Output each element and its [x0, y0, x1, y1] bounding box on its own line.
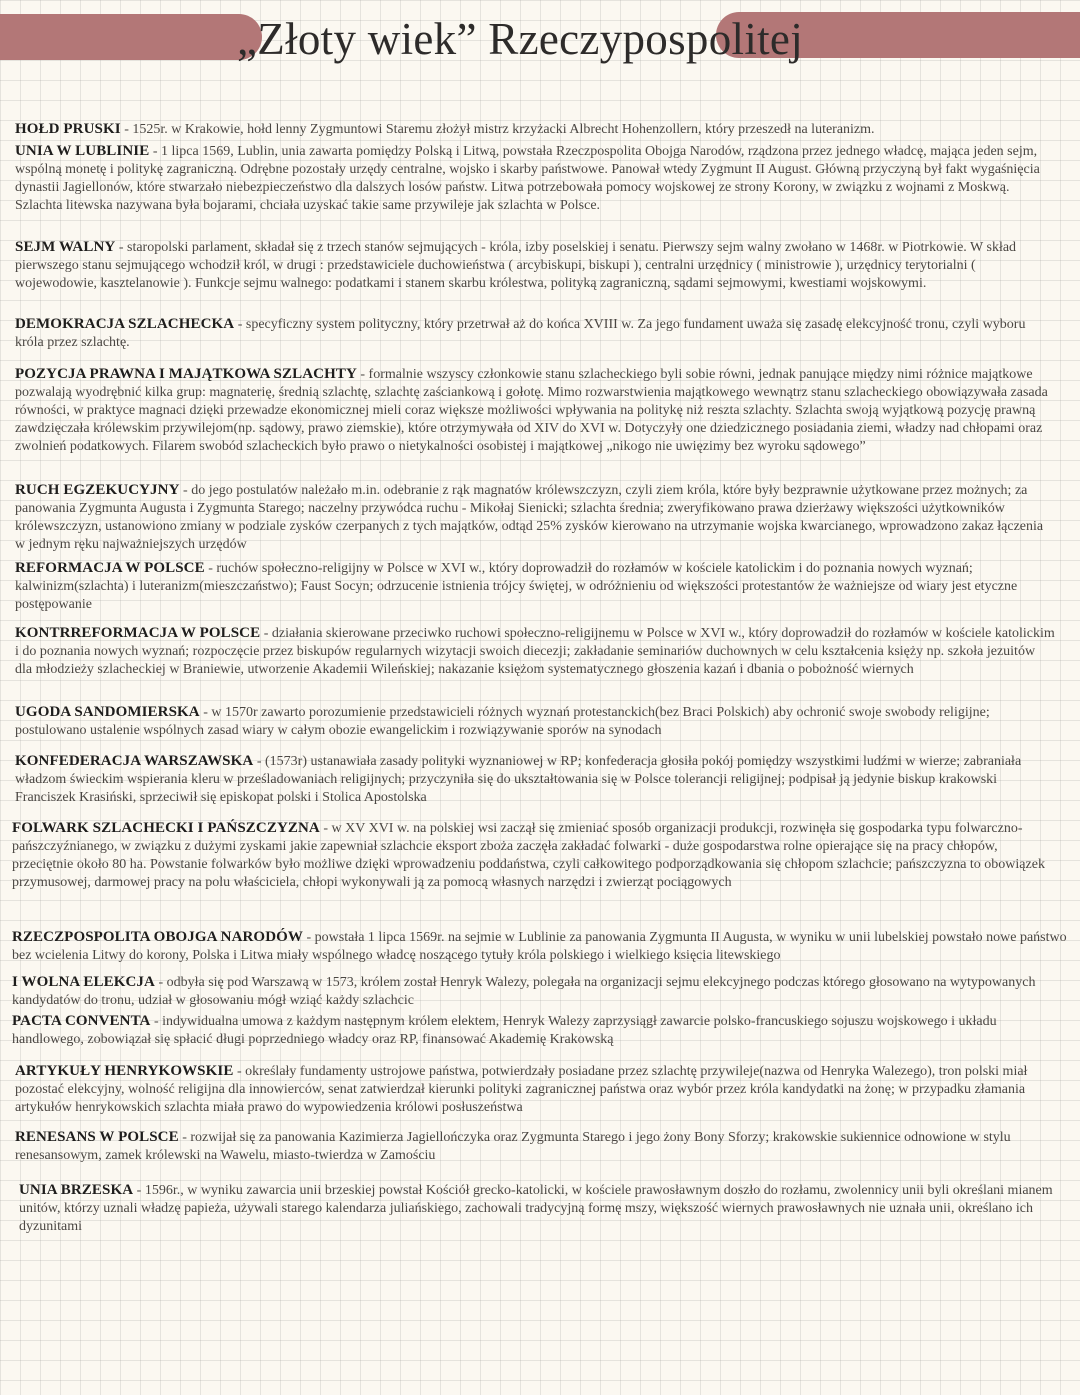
entry-term: ARTYKUŁY HENRYKOWSKIE	[15, 1063, 234, 1079]
entry-term: KONFEDERACJA WARSZAWSKA	[15, 753, 254, 769]
entry-term: PACTA CONVENTA	[12, 1013, 151, 1029]
entry-ruch-egzekucyjny	[15, 481, 1055, 554]
entry-artykuly-henrykowskie	[15, 1062, 1055, 1117]
entry-pozycja-szlachty	[15, 365, 1055, 456]
entry-text: - działania skierowane przeciwko ruchowi społeczno-religijnemu w Polsce w XVI w., który doprowadził do rozłamów w kościele katolickim i do poznania nowych wyznań; rozpoczęcie przez biskupów regularnych wizytacji swoich diecezji; zakładanie seminariów duchownych w celu kształcenia księży np. szkoła jezuitów dla młodzieży szlacheckiej w Braniewie, utworzenie Akademii Wileńskiej; nakazanie księżom systematycznego głoszenia kazań i dbania o pobożność wiernych	[15, 626, 1055, 677]
entry-text: - 1525r. w Krakowie, hołd lenny Zygmuntowi Staremu złożył mistrz krzyżacki Albrecht Hohenzollern, który przeszedł na luteranizm.	[120, 122, 875, 137]
entry-unia-w-lublinie	[15, 142, 1055, 215]
entry-term: RUCH EGZEKUCYJNY	[15, 482, 180, 498]
entry-text: - do jego postulatów należało m.in. odebranie z rąk magnatów królewszczyzn, czyli ziem króla, które były bezprawnie użytkowane przez możnych; za panowania Zygmunta Augusta i Zygmunta Starego; naczelny przywódca ruchu - Mikołaj Sienicki; szlachta średnia; zweryfikowano prawa dzierżawy większości użytkowników królewszczyzn, ustanowiono zmiany w podziale zysków czerpanych z tych majątków, odtąd 25% zysków kierowano na utrzymanie wojska kwarcianego, wprowadzono zakaz łączenia w jednym ręku najważniejszych urzędów	[15, 483, 1044, 552]
entry-term: KONTRREFORMACJA W POLSCE	[15, 625, 261, 641]
entry-renesans	[15, 1128, 1065, 1165]
entry-text: - formalnie wszyscy członkowie stanu szlacheckiego byli sobie równi, jednak panujące między nimi różnice majątkowe pozwalają wyodrębnić kilka grup: magnaterię, średnią szlachtę, szlachtę zaściankową i gołotę. Mimo rozwarstwienia majątkowego wewnątrz stanu szlacheckiego obowiązywała zasada równości, w praktyce magnaci dzięki przewadze ekonomicznej mieli coraz większe możliwości wpływania na politykę niż reszta szlachty. Szlachta swoją wyjątkową pozycję prawną zawdzięczała królewskim przywilejom(np. sądowy, prawo ziemskie), które otrzymywała od XIV do XVI w. Dotyczyły one dziedzicznego posiadania ziemi, władzy nad chłopami oraz zwolnień podatkowych. Filarem swobód szlacheckich było prawo o nietykalności osobistej i majątkowej „nikogo nie uwięzimy bez wyroku sądowego”	[15, 367, 1048, 454]
entry-folwark	[12, 819, 1055, 892]
entry-term: SEJM WALNY	[15, 239, 116, 255]
entry-text: - ruchów społeczno-religijny w Polsce w XVI w., który doprowadził do rozłamów w kościele katolickim i do poznania nowych wyznań; kalwinizm(szlachta) i luteranizm(mieszczaństwo); Faust Socyn; odrzucenie istnienia trójcy świętej, w odróżnieniu od większości protestantów że ważniejsze od wiary jest etyczne postępowanie	[15, 561, 1018, 612]
entry-ugoda-sandomierska	[15, 703, 1055, 740]
entry-text: - 1596r., w wyniku zawarcia unii brzeskiej powstał Kościół grecko-katolicki, w kościele prawosławnym doszło do rozłamu, zwolennicy unii byli określani mianem unitów, którzy uznali władzę papieża, używali starego kalendarza juliańskiego, zachowali tradycyjną formę mszy, większość wiernych prawosławnych nie uznała unii, określano ich dyzunitami	[19, 1183, 1053, 1234]
entry-text: - specyficzny system polityczny, który przetrwał aż do końca XVIII w. Za jego fundament uważa się zasadę elekcyjność tronu, czyli wyboru króla przez szlachtę.	[15, 317, 1026, 350]
entry-rzeczpospolita-obojga-narodow	[12, 928, 1067, 965]
entry-term: UNIA BRZESKA	[19, 1182, 134, 1198]
entry-kontrreformacja	[15, 624, 1055, 679]
entry-sejm-walny	[15, 238, 1055, 293]
entry-hold-pruski	[15, 120, 1060, 139]
entry-term: RENESANS W POLSCE	[15, 1129, 179, 1145]
entry-text: - indywidualna umowa z każdym następnym królem elektem, Henryk Walezy zaprzysiągł zawarcie polsko-francuskiego sojuszu wojskowego i układu handlowego, zobowiązał się spłacić długi poprzedniego władcy oraz RP, finansować Akademię Krakowską	[12, 1014, 997, 1047]
entry-text: - rozwijał się za panowania Kazimierza Jagiellończyka oraz Zygmunta Starego i jego żony Bony Sforzy; krakowskie sukiennice odnowione w stylu renesansowym, zamek królewski na Wawelu, miasto-twierdza w Zamościu	[15, 1130, 1011, 1163]
entry-term: RZECZPOSPOLITA OBOJGA NARODÓW	[12, 929, 303, 945]
entry-term: HOŁD PRUSKI	[15, 121, 121, 137]
entry-term: REFORMACJA W POLSCE	[15, 560, 205, 576]
entry-text: - odbyła się pod Warszawą w 1573, królem został Henryk Walezy, polegała na organizacji sejmu elekcyjnego podczas którego głosowano na wytypowanych kandydatów do tronu, udział w głosowaniu mógł wziąć każdy szlachcic	[12, 975, 1036, 1008]
entry-text: - (1573r) ustanawiała zasady polityki wyznaniowej w RP; konfederacja głosiła pokój pomiędzy wszystkimi ludźmi w wierze; zabraniała władzom świeckim wspierania kleru w prześladowaniach religijnych; przyczyniła się do ukształtowania się w Polsce tolerancji religijnej; podpisał ją jedynie biskup krakowski Franciszek Krasiński, sprzeciwił się episkopat polski i Stolica Apostolska	[15, 754, 1022, 805]
entry-term: UGODA SANDOMIERSKA	[15, 704, 200, 720]
entry-term: FOLWARK SZLACHECKI I PAŃSZCZYZNA	[12, 820, 320, 836]
entry-pacta-conventa	[12, 1012, 1055, 1049]
entry-term: UNIA W LUBLINIE	[15, 143, 150, 159]
entry-unia-brzeska	[19, 1181, 1055, 1236]
entry-text: - 1 lipca 1569, Lublin, unia zawarta pomiędzy Polską i Litwą, powstała Rzeczpospolita Obojga Narodów, rządzona przez jednego władcę, mająca jeden sejm, wspólną monetę i politykę zagraniczną. Odrębne pozostały urzędy centralne, wojsko i skarby państwowe. Panował wtedy Zygmunt II August. Główną przyczyną był fakt wygaśnięcia dynastii Jagiellonów, które stwarzało niebezpieczeństwo dla dalszych losów państw. Litwa potrzebowała pomocy wojskowej ze strony Korony, w związku z wojnami z Moskwą. Szlachta litewska nazywana była bojarami, chciała uzyskać takie same przywileje jak szlachta w Polsce.	[15, 144, 1040, 213]
entry-wolna-elekcja	[12, 973, 1055, 1010]
entry-term: DEMOKRACJA SZLACHECKA	[15, 316, 235, 332]
entry-text: - w 1570r zawarto porozumienie przedstawicieli różnych wyznań protestanckich(bez Braci Polskich) aby ochronić swoje swobody religijne; postulowano ustalenie wspólnych zasad wiary w całym obozie ewangelickim i rozwiązywanie sporów na synodach	[15, 705, 990, 738]
entry-text: - powstała 1 lipca 1569r. na sejmie w Lublinie za panowania Zygmunta II Augusta, w wyniku w unii lubelskiej powstało nowe państwo bez wcielenia Litwy do korony, Polska i Litwa miały wspólnego władcę noszącego tytuły króla polskiego i wielkiego księcia litewskiego	[12, 930, 1067, 963]
entry-konfederacja-warszawska	[15, 752, 1055, 807]
entry-demokracja-szlachecka	[15, 315, 1055, 352]
page-title: „Złoty wiek” Rzeczypospolitej	[236, 14, 803, 64]
entry-reformacja	[15, 559, 1055, 614]
entry-text: - w XV XVI w. na polskiej wsi zaczął się zmieniać sposób organizacji produkcji, rozwinęła się gospodarka typu folwarczno-pańszczyźnianego, w związku z dużymi zyskami jakie zapewniał szlachcie eksport zboża zaczęła zakładać folwarki - duże gospodarstwa rolne opierające się na pracy chłopów, przeciętnie około 80 ha. Powstanie folwarków było możliwe dzięki wprowadzeniu poddaństwa, czyli całkowitego podporządkowania się chłopom szlachcie; pańszczyzna to obowiązek przymusowej, darmowej pracy na polu właściciela, chłopi wykonywali ją za pomocą własnych narzędzi i zwierząt pociągowych	[12, 821, 1045, 890]
entry-term: POZYCJA PRAWNA I MAJĄTKOWA SZLACHTY	[15, 366, 357, 382]
entry-term: I WOLNA ELEKCJA	[12, 974, 155, 990]
entry-text: - staropolski parlament, składał się z trzech stanów sejmujących - króla, izby poselskiej i senatu. Pierwszy sejm walny zwołano w 1468r. w Piotrkowie. W skład pierwszego stanu sejmującego wchodził król, w drugi : przedstawiciele duchowieństwa ( arcybiskupi, biskupi ), centralni urzędnicy ( ministrowie ), urzędnicy terytorialni ( wojewodowie, kasztelanowie ). Funkcje sejmu walnego: podatkami i stanem skarbu królestwa, polityką zagraniczną, sądami sejmowymi, kwestiami wojskowymi.	[15, 240, 1017, 291]
entry-text: - określały fundamenty ustrojowe państwa, potwierdzały posiadane przez szlachtę przywileje(nazwa od Henryka Walezego), tron polski miał pozostać elekcyjny, wolność religijna dla innowierców, senat zatwierdzał kierunki polityki zagranicznej państwa oraz wybór przez króla kandydatki na żonę; w przypadku złamania artykułów henrykowskich szlachta miała prawo do wypowiedzenia królowi posłuszeństwa	[15, 1064, 1028, 1115]
